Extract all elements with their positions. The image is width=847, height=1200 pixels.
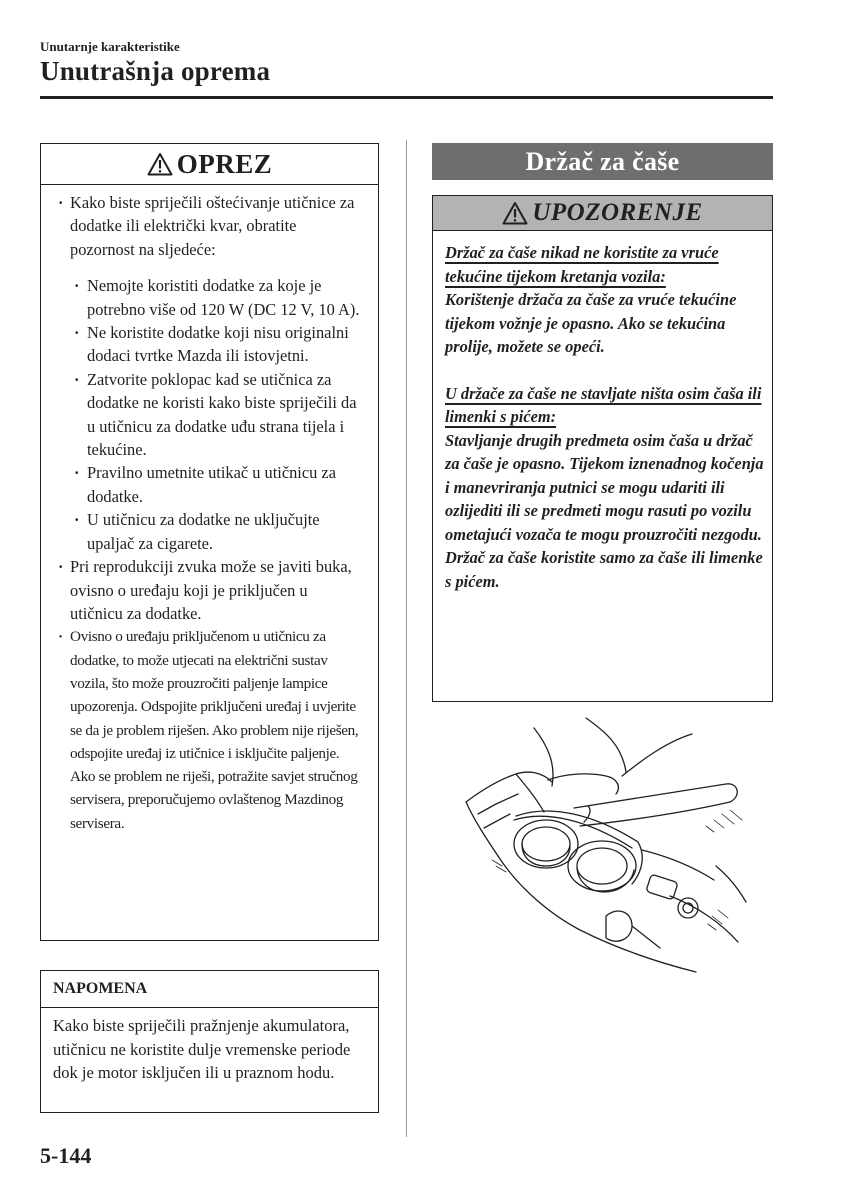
page-title: Unutrašnja oprema — [40, 56, 271, 86]
caution-body — [41, 185, 378, 835]
warning-triangle-icon — [147, 152, 173, 176]
warning-heading: U držače za čaše ne stavljate ništa osim čaša ili limenki s pićem: — [445, 383, 762, 426]
warning-text: Stavljanje drugih predmeta osim čaša u držač za čaše je opasno. Tijekom iznenadnog kočenja i manevriranja putnici se mogu udariti ili ozlijediti ili se predmeti mogu rasuti po vozilu ometajući vozača te mogu prouzročiti nezgodu. Držač za čaše koristite samo za čaše ili limenke s pićem. — [445, 430, 764, 591]
page-number: 5-144 — [40, 1143, 92, 1168]
caution-subitem: · Zatvorite poklopac kad se utičnica za dodatke ne koristi kako biste spriječili da u utičnicu za dodatke uđu strana tijela i tekućine. — [57, 368, 364, 462]
warning-text: Korištenje držača za čaše za vruće tekućine tijekom vožnje je opasno. Ako se tekućina prolije, možete se opeći. — [445, 290, 737, 356]
caution-item: · Ovisno o uređaju priključenom u utičnicu za dodatke, to može utjecati na električni sustav vozila, što može prouzročiti paljenje lampice upozorenja. Odspojite priključeni uređaj i uvjerite se da je problem riješen. Ako problem nije riješen, odspojite uređaj iz utičnice i isključite paljenje. Ako se problem ne riješi, potražite savjet stručnog servisera, preporučujemo ovlaštenog Mazdinog servisera. — [57, 625, 364, 835]
header-rule — [40, 96, 773, 99]
caution-box — [40, 143, 379, 941]
caution-subitem: · U utičnicu za dodatke ne uključujte upaljač za cigarete. — [57, 508, 364, 555]
section-heading: Držač za čaše — [432, 143, 773, 180]
warning-title: UPOZORENJE — [532, 199, 703, 226]
note-box — [40, 970, 379, 1113]
caution-item: · Pri reprodukciji zvuka može se javiti buka, ovisno o uređaju koji je priključen u utičnicu za dodatke. — [57, 555, 364, 625]
spacer — [57, 261, 364, 274]
caution-subitem: · Nemojte koristiti dodatke za koje je potrebno više od 120 W (DC 12 V, 10 A). — [57, 274, 364, 321]
section-kicker: Unutarnje karakteristike — [40, 39, 180, 54]
warning-header — [433, 196, 772, 231]
caution-title: OPREZ — [176, 148, 273, 179]
caution-header — [41, 144, 378, 185]
warning-heading: Držač za čaše nikad ne koristite za vruće tekućine tijekom kretanja vozila: — [445, 243, 719, 286]
caution-subitem: · Ne koristite dodatke koji nisu originalni dodaci tvrtke Mazda ili istovjetni. — [57, 321, 364, 368]
note-text: Kako biste spriječili pražnjenje akumulatora, utičnicu ne koristite dulje vremenske periode dok je motor isključen ili u praznom hodu. — [53, 1016, 351, 1082]
column-divider — [406, 140, 407, 1137]
caution-subitem: · Pravilno umetnite utikač u utičnicu za dodatke. — [57, 461, 364, 508]
note-title: NAPOMENA — [41, 971, 378, 1008]
caution-item: · Kako biste spriječili oštećivanje utičnice za dodatke ili električki kvar, obratite pozornost na sljedeće: — [57, 191, 364, 261]
warning-triangle-icon — [502, 201, 528, 225]
spacer — [445, 359, 764, 382]
warning-box — [432, 195, 773, 702]
warning-body — [433, 231, 772, 593]
cup-holder-illustration — [456, 716, 756, 1000]
